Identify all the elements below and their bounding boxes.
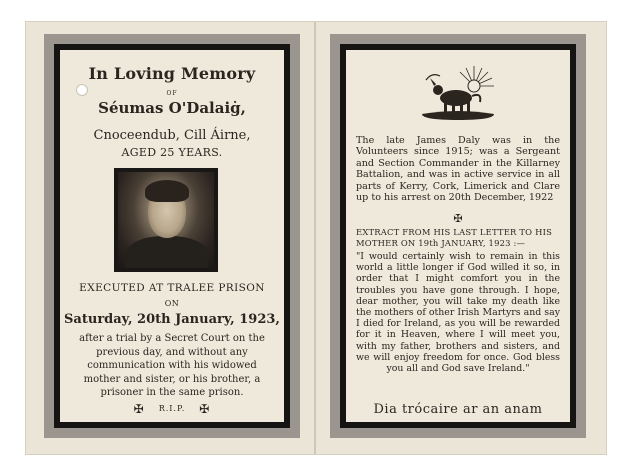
deceased-name: Séumas O'Dalaiġ, (98, 99, 246, 117)
execution-date: Saturday, 20th January, 1923, (64, 312, 280, 327)
rip-row (60, 402, 284, 416)
cross-icon: ✠ (133, 402, 145, 416)
crest-emblem-icon (412, 62, 504, 124)
biography-text: The late James Daly was in the Volunteers since 1915; was a Sergeant and Section Commander in the Killarney Battalion, and was in active service in all parts of Kerry, Cork, Limerick and Clare up to his arrest on 20th December, 1922 (356, 135, 560, 204)
closing-prayer: Dia trócaire ar an anam (373, 402, 543, 417)
rip-text: R.I.P. (158, 404, 186, 413)
portrait-photo (118, 172, 214, 268)
right-panel (346, 50, 570, 422)
punch-hole (76, 84, 88, 96)
divider-cross-icon: ✠ (453, 212, 463, 225)
memorial-title: In Loving Memory (88, 64, 256, 83)
left-panel (60, 50, 284, 422)
cross-icon: ✠ (199, 402, 211, 416)
portrait-frame (114, 168, 218, 272)
deceased-age: AGED 25 YEARS. (121, 146, 223, 159)
executed-line: EXECUTED AT TRALEE PRISON (79, 282, 265, 294)
deceased-place: Cnoceendub, Cill Áirne, (93, 128, 251, 143)
last-letter-text: "I would certainly wish to remain in this world a little longer if God willed it so, in order that I might comfort you in the troubles you have gone through. I hope, dear mother, you will take my death like the mothers of other Irish Martyrs and say I died for Ireland, as you will be rewarded for it in Heaven, where I will meet you, with my father, brothers and sisters, and we will enjoy freedom for once. God bless you all and God save Ireland." (356, 251, 560, 375)
trial-text: after a trial by a Secret Court on the previous day, and without any communication with his widowed mother and sister, or his brother, a prisoner in the same prison. (79, 333, 265, 398)
letter-heading: EXTRACT FROM HIS LAST LETTER TO HIS MOTHER ON 19th JANUARY, 1923 :— (356, 227, 553, 248)
card-fold (314, 22, 316, 454)
on-label: ON (164, 299, 180, 308)
of-label: OF (166, 90, 178, 97)
